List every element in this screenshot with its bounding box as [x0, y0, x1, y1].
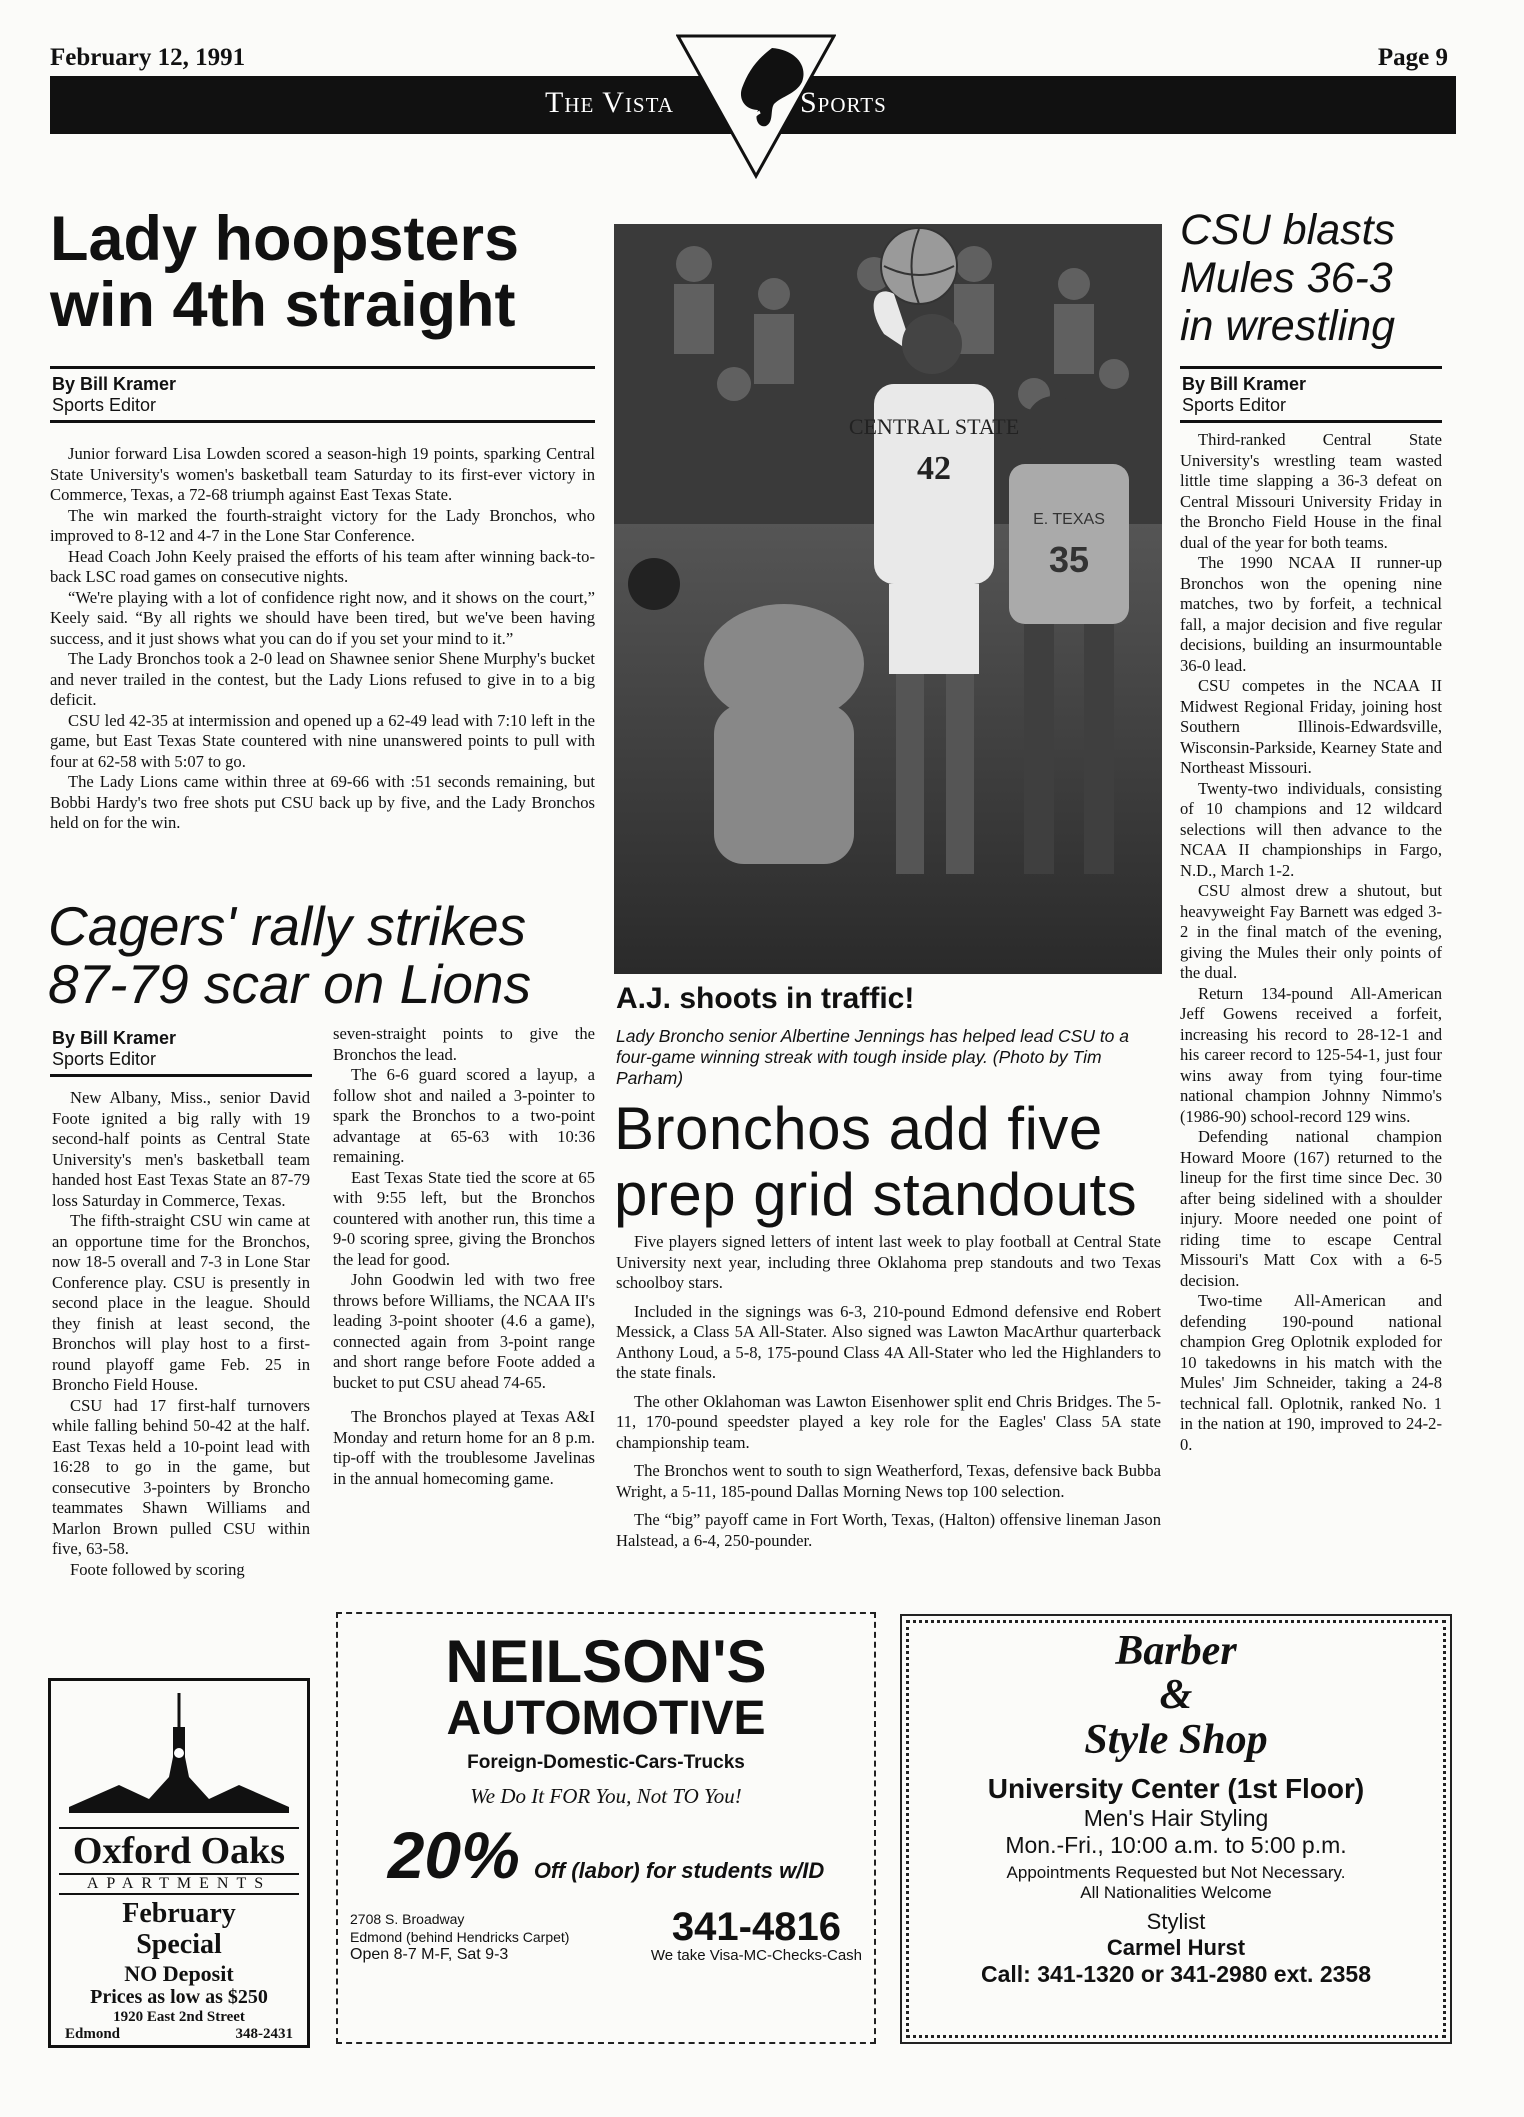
story1-byline: By Bill Kramer Sports Editor	[52, 374, 177, 415]
basketball-photo	[614, 224, 1162, 974]
story1-headline: Lady hoopsters win 4th straight	[50, 204, 520, 341]
jersey-text: CENTRAL STATE	[848, 414, 1020, 439]
page-number: Page 9	[1377, 44, 1448, 71]
neilson-slogan: We Do It FOR You, Not TO You!	[470, 1783, 742, 1808]
story2-headline: Cagers' rally strikes 87-79 scar on Lions	[48, 895, 532, 1015]
barber-l5: Men's Hair Styling	[1083, 1805, 1269, 1832]
neilson-phone: 341-4816	[671, 1904, 841, 1949]
broncho-emblem-icon	[676, 30, 836, 180]
neilson-addr2: Edmond (behind Hendricks Carpet)	[350, 1928, 570, 1945]
ad-oxford-oaks	[48, 1678, 310, 2048]
neilson-offer: 20% Off (labor) for students w/ID	[387, 1817, 825, 1892]
opponent-jersey-number: 35	[1048, 539, 1090, 580]
rule	[1180, 366, 1442, 369]
oxford-name: Oxford Oaks	[59, 1827, 299, 1875]
oxford-l3: NO Deposit	[124, 1960, 234, 1986]
basketball-icon	[881, 228, 957, 304]
barber-l2: &	[1159, 1672, 1193, 1719]
ad-barber-shop	[906, 1620, 1446, 2038]
ad-neilsons	[336, 1612, 876, 2044]
jersey-number: 42	[917, 450, 951, 487]
story3-body: Five players signed letters of intent last week to play football at Central State University next year, including three Oklahoma prep standouts and two Texas schoolboy stars. Included in the signings was 6-3, 210-pound Edmond defensive end Robert Messick, a Class 5A All-Stater. Also signed was Lawton MacArthur quarterback Anthony Loud, a 5-8, 175-pound Class 4A All-Stater who led the Highlanders to the state finals. The other Oklahoman was Lawton Eisenhower split end Chris Bridges. The 5-11, 170-pound speedster played a key role for the Eagles' Class 5A state championship team. The Bronchos went to south to sign Weatherford, Texas, defensive back Bubba Wright, a 5-11, 185-pound Dallas Morning News top 100 selection. The “big” payoff came in Fort Worth, Texas, (Halton) offensive lineman Jason Halstead, a 6-4, 250-pounder.	[616, 1232, 1161, 1550]
oxford-l4: Prices as low as $250	[90, 1985, 268, 2008]
story2-col2: seven-straight points to give the Bronchos the lead. The 6-6 guard scored a layup, a follow shot and nailed a 3-pointer to spark the Bronchos to a two-point advantage at 65-63 with 10:36 remaining. East Texas State tied the score at 65 with 9:55 left, but the Bronchos countered with another run, this time a 9-0 scoring spree, giving the Bronchos the lead for good. John Goodwin led with two free throws before Williams, the NCAA II's leading 3-point shooter (4.6 a game), connected again from 3-point range and short range before Foote added a bucket to put CSU ahead 74-65. The Bronchos played at Texas A&I Monday and return home for an 8 p.m. tip-off with the troublesome Javelinas in the annual homecoming game.	[333, 1024, 595, 1488]
barber-l8: All Nationalities Welcome	[1080, 1883, 1272, 1903]
story3-headline: Bronchos add five prep grid standouts	[614, 1095, 1138, 1228]
banner-vista: The Vista	[545, 86, 674, 119]
photo-caption-title: A.J. shoots in traffic!	[616, 982, 915, 1015]
banner-sports: Sports	[800, 86, 887, 119]
rule	[50, 1074, 312, 1077]
story4-headline: CSU blasts Mules 36-3 in wrestling	[1180, 206, 1396, 351]
neilson-cards: We take Visa-MC-Checks-Cash	[650, 1946, 862, 1964]
barber-l6: Mon.-Fri., 10:00 a.m. to 5:00 p.m.	[1005, 1832, 1347, 1859]
building-icon	[59, 1687, 299, 1827]
story2-byline: By Bill Kramer Sports Editor	[52, 1028, 177, 1069]
photo-caption: Lady Broncho senior Albertine Jennings has helped lead CSU to a four-game winning streak with tough inside play. (Photo by Tim Parham)	[616, 1026, 1130, 1088]
barber-l7: Appointments Requested but Not Necessary.	[1006, 1863, 1346, 1883]
story4-body: Third-ranked Central State University's wrestling team wasted little time slapping a 36-3 defeat on Central Missouri University Friday in the Broncho Field House in the final dual of the year for both teams. The 1990 NCAA II runner-up Bronchos won the opening nine matches, two by forfeit, a technical fall, a major decision and five regular decisions, building an insurmountable 36-0 lead. CSU competes in the NCAA II Midwest Regional Friday, joining host Southern Illinois-Edwardsville, Wisconsin-Parkside, Kearney State and Northeast Missouri. Twenty-two individuals, consisting of 10 champions and 12 wildcard selections will then advance to the NCAA II championships in Fargo, N.D., March 1-2. CSU almost drew a shutout, but heavyweight Fay Barnett was edged 3-2 in the final match of the evening, giving the Mules their only points of the dual. Return 134-pound All-American Jeff Gowens received a forfeit, increasing his record to 28-12-1 and his career record to 125-54-1, just four wins away from tying four-time national champion Johnny Nimmo's (1986-90) school-record 129 wins. Defending national champion Howard Moore (167) returned to the lineup for the first time since Dec. 30 after being sidelined with a shoulder injury. Moore needed one point of riding time to escape Central Missouri's Matt Cox with a 6-5 decision. Two-time All-American and defending 190-pound national champion Greg Oplotnik exploded for 10 takedowns in his match with the Mules' Jim Schneider, taking a 24-8 technical fall. Oplotnik, ranked No. 1 in the nation at 190, improved to 24-2-0.	[1180, 430, 1442, 1454]
rule	[50, 366, 595, 369]
story2-col1: New Albany, Miss., senior David Foote ignited a big rally with 19 second-half points as Central State University's men's basketball team handed host East Texas State an 87-79 loss Saturday in Commerce, Texas. The fifth-straight CSU win came at an opportune time for the Bronchos, now 18-5 overall and 7-3 in Lone Star Conference play. CSU is presently in second place in the league. Should they finish at least second, the Bronchos will play host to a first-round playoff game Feb. 25 in Broncho Field House. CSU had 17 first-half turnovers while falling behind 50-42 at the half. East Texas held a 10-point lead with 16:28 to go in the game, but consecutive 3-pointers by Broncho teammates Shawn Williams and Marlon Brown pulled CSU within five, 63-58. Foote followed by scoring	[52, 1088, 310, 1579]
story1-body: Junior forward Lisa Lowden scored a season-high 19 points, sparking Central State University's women's basketball team Saturday to its first-ever victory in Commerce, Texas, a 72-68 triumph against East Texas State. The win marked the fourth-straight victory for the Lady Bronchos, who improved to 8-12 and 4-7 in the Lone Star Conference. Head Coach John Keely praised the efforts of his team after winning back-to-back LSC road games on consecutive nights. “We're playing with a lot of confidence right now, and it shows on the court,” Keely said. “By all rights we should have been tired, but we've been having success, and it just shows what you can do if you set your mind to it.” The Lady Bronchos took a 2-0 lead on Shawnee senior Shene Murphy's bucket and never trailed in the contest, but the Lady Lions refused to give in to a big deficit. CSU led 42-35 at intermission and opened up a 62-49 lead with 7:10 left in the game, but East Texas State countered with nine unanswered points to pull with four at 62-58 with 5:07 to go. The Lady Lions came within three at 69-66 with :51 seconds remaining, but Bobbi Hardy's two free shots put CSU back up by five, and the Lady Bronchos held on for the win.	[50, 444, 595, 832]
oxford-l1: February	[122, 1898, 236, 1929]
oxford-l5: 1920 East 2nd Street	[113, 2008, 245, 2025]
oxford-sub: APARTMENTS	[59, 1875, 299, 1895]
barber-l9: Stylist	[1146, 1909, 1206, 1935]
neilson-hours: Open 8-7 M-F, Sat 9-3	[350, 1945, 509, 1963]
barber-l11: Call: 341-1320 or 341-2980 ext. 2358	[981, 1961, 1371, 1988]
opponent-jersey-text: E. TEXAS	[1033, 511, 1105, 528]
story4-byline: By Bill Kramer Sports Editor	[1182, 374, 1307, 415]
rule	[1180, 420, 1442, 423]
barber-l1: Barber	[1115, 1628, 1237, 1674]
rule	[50, 420, 595, 423]
barber-l10: Carmel Hurst	[1106, 1935, 1246, 1961]
barber-l3: Style Shop	[1084, 1717, 1268, 1764]
oxford-contact: Edmond 348-2431	[65, 2025, 293, 2042]
barber-l4: University Center (1st Floor)	[987, 1773, 1365, 1805]
oxford-l2: Special	[136, 1928, 222, 1960]
neilson-addr1: 2708 S. Broadway	[350, 1910, 465, 1927]
issue-date: February 12, 1991	[50, 44, 246, 71]
neilson-name: NEILSON'S	[445, 1628, 767, 1695]
neilson-sub: Foreign-Domestic-Cars-Trucks	[467, 1751, 745, 1773]
neilson-name2: AUTOMOTIVE	[446, 1692, 766, 1745]
